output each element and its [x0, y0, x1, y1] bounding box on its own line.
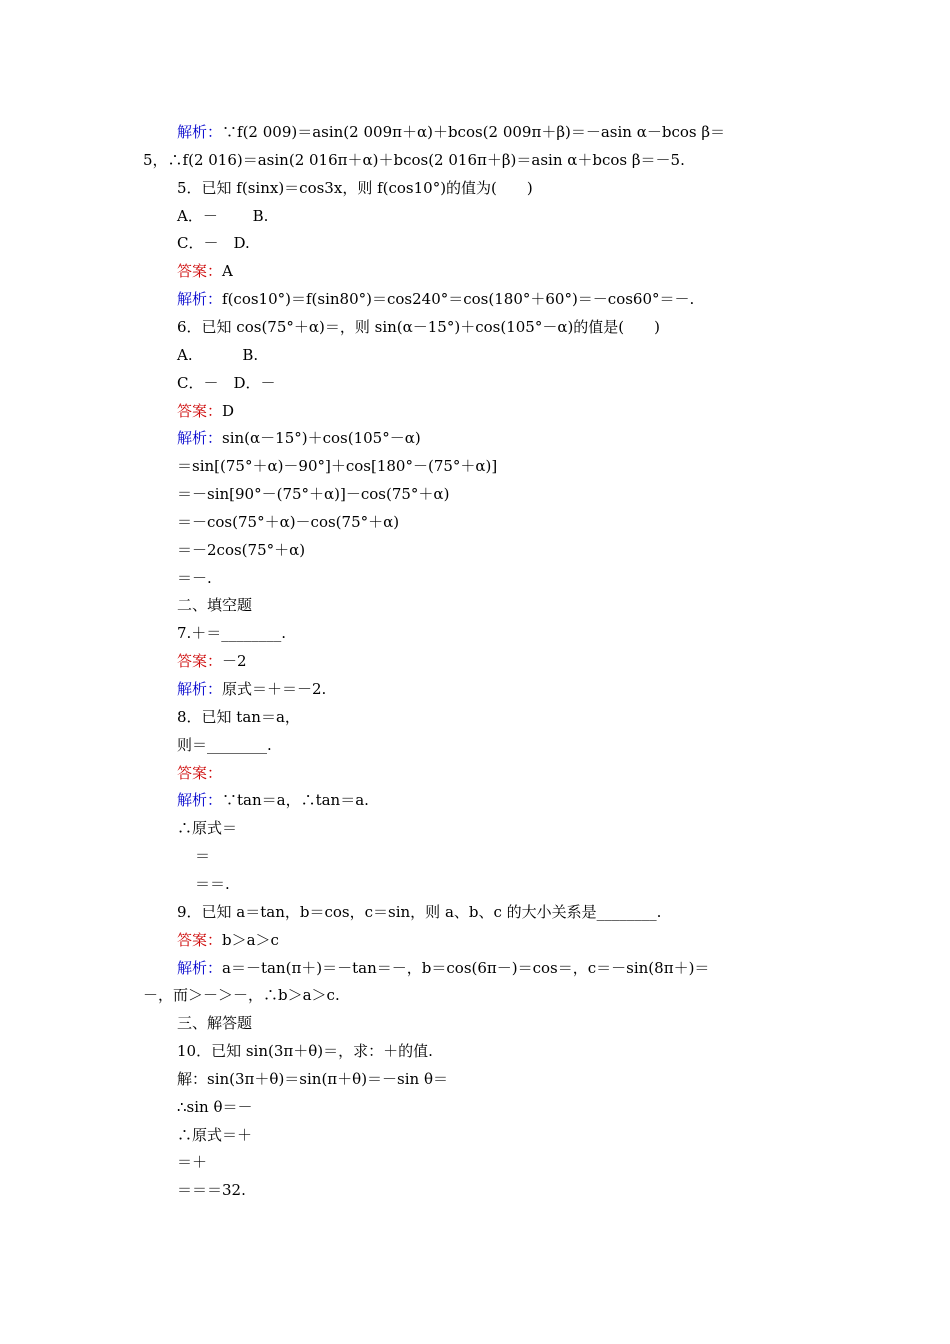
- line-text: ∴原式＝＋: [177, 1126, 253, 1144]
- answer-label: 答案：: [177, 262, 223, 280]
- line-text: A: [222, 262, 233, 280]
- line-text: 解：sin(3π＋θ)＝sin(π＋θ)＝－sin θ＝: [177, 1070, 448, 1088]
- line-text: 9．已知 a＝tan，b＝cos，c＝sin，则 a、b、c 的大小关系是________.: [177, 903, 662, 921]
- text-line: [177, 735, 272, 755]
- line-text: C．－ D.: [177, 234, 250, 252]
- text-line: [177, 1013, 252, 1033]
- text-line: [177, 902, 661, 922]
- text-line: [177, 568, 212, 588]
- line-text: 7.＋＝________.: [177, 624, 287, 642]
- line-text: ∵tan＝a，∴tan＝a.: [222, 791, 369, 809]
- line-text: ＝－cos(75°＋α)－cos(75°＋α): [177, 513, 400, 531]
- text-line: [177, 1097, 253, 1117]
- text-line: [177, 484, 449, 504]
- text-line: [177, 1125, 252, 1145]
- text-line: [177, 651, 247, 671]
- line-text: －2: [222, 652, 247, 670]
- line-text: 三、解答题: [177, 1014, 253, 1032]
- text-line: [143, 150, 685, 170]
- line-text: ∴原式＝: [177, 819, 238, 837]
- line-text: b＞a＞c: [222, 931, 279, 949]
- text-line: [143, 985, 340, 1005]
- text-line: [177, 763, 222, 783]
- text-line: [177, 345, 258, 365]
- line-text: ＝＝＝32.: [177, 1181, 246, 1199]
- answer-label: 答案：: [177, 402, 223, 420]
- text-line: [177, 261, 233, 281]
- line-text: ＝＋: [177, 1153, 208, 1171]
- text-line: [177, 790, 369, 810]
- line-text: 原式＝＋＝－2.: [222, 680, 327, 698]
- line-text: 8．已知 tan＝a，: [177, 708, 300, 726]
- text-line: [177, 623, 286, 643]
- line-text: ∵f(2 009)＝asin(2 009π＋α)＋bcos(2 009π＋β)＝－asin α－bcos β＝: [222, 123, 726, 141]
- line-text: C．－ D．－: [177, 374, 276, 392]
- analysis-label: 解析：: [177, 429, 223, 447]
- text-line: [177, 178, 533, 198]
- line-text: 二、填空题: [177, 596, 253, 614]
- text-line: [177, 206, 268, 226]
- line-text: f(cos10°)＝f(sin80°)＝cos240°＝cos(180°＋60°)＝－cos60°＝－.: [222, 290, 695, 308]
- line-text: ∴sin θ＝－: [177, 1098, 253, 1116]
- text-line: [195, 874, 230, 894]
- answer-label: 答案：: [177, 931, 223, 949]
- analysis-label: 解析：: [177, 791, 223, 809]
- text-line: [177, 456, 497, 476]
- line-text: ＝－.: [177, 569, 212, 587]
- text-line: [177, 540, 305, 560]
- analysis-label: 解析：: [177, 680, 223, 698]
- text-line: [177, 818, 237, 838]
- line-text: sin(α－15°)＋cos(105°－α): [222, 429, 421, 447]
- line-text: 5，∴f(2 016)＝asin(2 016π＋α)＋bcos(2 016π＋β)＝asin α＋bcos β＝－5.: [143, 151, 685, 169]
- line-text: ＝－sin[90°－(75°＋α)]－cos(75°＋α): [177, 485, 450, 503]
- text-line: [177, 679, 326, 699]
- line-text: 10．已知 sin(3π＋θ)＝，求：＋的值.: [177, 1042, 433, 1060]
- text-line: [177, 1041, 433, 1061]
- line-text: D: [222, 402, 235, 420]
- text-line: [177, 122, 725, 142]
- line-text: ＝＝.: [195, 875, 230, 893]
- text-line: [195, 846, 210, 866]
- answer-label: 答案：: [177, 764, 223, 782]
- text-line: [177, 233, 250, 253]
- text-line: [177, 317, 660, 337]
- line-text: a＝－tan(π＋)＝－tan＝－，b＝cos(6π－)＝cos＝，c＝－sin(8π＋)＝: [222, 959, 710, 977]
- text-line: [177, 1152, 207, 1172]
- text-line: [177, 401, 234, 421]
- text-line: [177, 512, 399, 532]
- answer-label: 答案：: [177, 652, 223, 670]
- line-text: A．－ B.: [177, 207, 269, 225]
- text-line: [177, 707, 300, 727]
- text-line: [177, 428, 421, 448]
- line-text: 5．已知 f(sinx)＝cos3x，则 f(cos10°)的值为( ): [177, 179, 533, 197]
- analysis-label: 解析：: [177, 123, 223, 141]
- text-line: [177, 289, 694, 309]
- analysis-label: 解析：: [177, 290, 223, 308]
- analysis-label: 解析：: [177, 959, 223, 977]
- text-line: [177, 930, 279, 950]
- line-text: ＝－2cos(75°＋α): [177, 541, 306, 559]
- text-line: [177, 1069, 448, 1089]
- line-text: 6．已知 cos(75°＋α)＝，则 sin(α－15°)＋cos(105°－α)的值是( ): [177, 318, 661, 336]
- text-line: [177, 595, 252, 615]
- text-line: [177, 958, 709, 978]
- text-line: [177, 1180, 246, 1200]
- line-text: A. B.: [177, 346, 259, 364]
- line-text: 则＝________.: [177, 736, 272, 754]
- text-line: [177, 373, 276, 393]
- line-text: ＝: [195, 847, 211, 865]
- line-text: ＝sin[(75°＋α)－90°]＋cos[180°－(75°＋α)]: [177, 457, 498, 475]
- line-text: －，而＞－＞－，∴b＞a＞c.: [143, 986, 340, 1004]
